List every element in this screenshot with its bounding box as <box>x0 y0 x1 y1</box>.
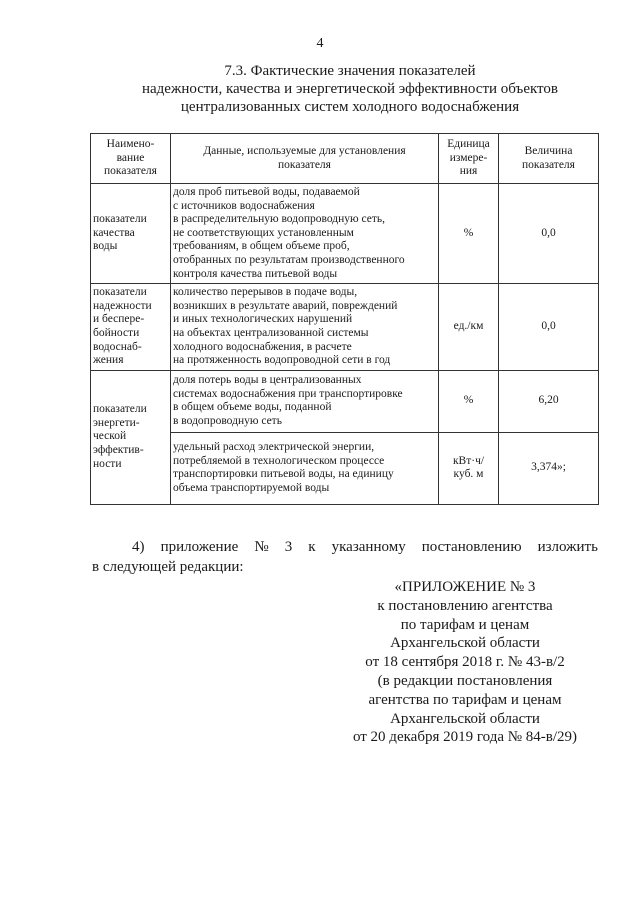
appendix-line: Архангельской области <box>390 635 540 652</box>
row-data: доля потерь воды в централизованных системах водоснабжения при транспортировке в общем объеме воды, поданной в водопроводную сеть <box>171 370 439 432</box>
appendix-header <box>320 578 610 747</box>
row-data: количество перерывов в подаче воды, возникших в результате аварий, повреждений и иных технологических нарушений на объектах централизованной системы холодного водоснабжения, в расчете на протяженность водопроводной сети в год <box>171 284 439 371</box>
amendment-paragraph <box>92 537 598 577</box>
row-value: 0,0 <box>499 184 599 284</box>
appendix-line: (в редакции постановления <box>377 672 553 689</box>
row-name: показатели энергети- ческой эффектив- ности <box>91 370 171 504</box>
header-unit: Единица измере- ния <box>439 134 499 184</box>
row-name: показатели надежности и беспере- бойности водоснаб- жения <box>91 284 171 371</box>
row-unit: % <box>439 184 499 284</box>
row-data: удельный расход электрической энергии, потребляемой в технологическом процессе транспортировки питьевой воды, на единицу объема транспортируемой воды <box>171 432 439 504</box>
row-value: 0,0 <box>499 284 599 371</box>
appendix-line: «ПРИЛОЖЕНИЕ № 3 <box>394 579 536 595</box>
row-unit: кВт·ч/ куб. м <box>439 432 499 504</box>
appendix-line: от 20 декабря 2019 года № 84-в/29) <box>352 729 578 746</box>
table-row <box>91 284 599 371</box>
row-name: показатели качества воды <box>91 184 171 284</box>
table-header-row <box>91 134 599 184</box>
header-data: Данные, используемые для установления показателя <box>171 134 439 184</box>
header-name: Наимено- вание показателя <box>91 134 171 184</box>
title-line: надежности, качества и энергетической эффективности объектов <box>141 81 558 97</box>
row-value: 3,374»; <box>499 432 599 504</box>
appendix-line: по тарифам и ценам <box>400 616 530 633</box>
header-value: Величина показателя <box>499 134 599 184</box>
paragraph-line: 4) приложение № 3 к указанному постановлению изложить <box>132 539 598 555</box>
row-value: 6,20 <box>499 370 599 432</box>
paragraph-line: в следующей редакции: <box>92 559 244 575</box>
appendix-line: агентства по тарифам и ценам <box>368 691 562 708</box>
row-unit: % <box>439 370 499 432</box>
appendix-line: Архангельской области <box>390 710 540 727</box>
page-number: 4 <box>316 36 324 51</box>
table-row <box>91 184 599 284</box>
appendix-line: к постановлению агентства <box>377 597 553 614</box>
table-row <box>91 370 599 432</box>
title-line: централизованных систем холодного водоснабжения <box>180 99 520 115</box>
title-line: 7.3. Фактические значения показателей <box>224 63 476 79</box>
row-data: доля проб питьевой воды, подаваемой с источников водоснабжения в распределительную водопроводную сеть, не соответствующих установленным требованиям, в общем объеме проб, отобранных по результатам производственного контроля качества питьевой воды <box>171 184 439 284</box>
section-title <box>60 62 640 116</box>
appendix-line: от 18 сентября 2018 г. № 43-в/2 <box>365 654 565 671</box>
indicators-table <box>90 133 599 505</box>
row-unit: ед./км <box>439 284 499 371</box>
